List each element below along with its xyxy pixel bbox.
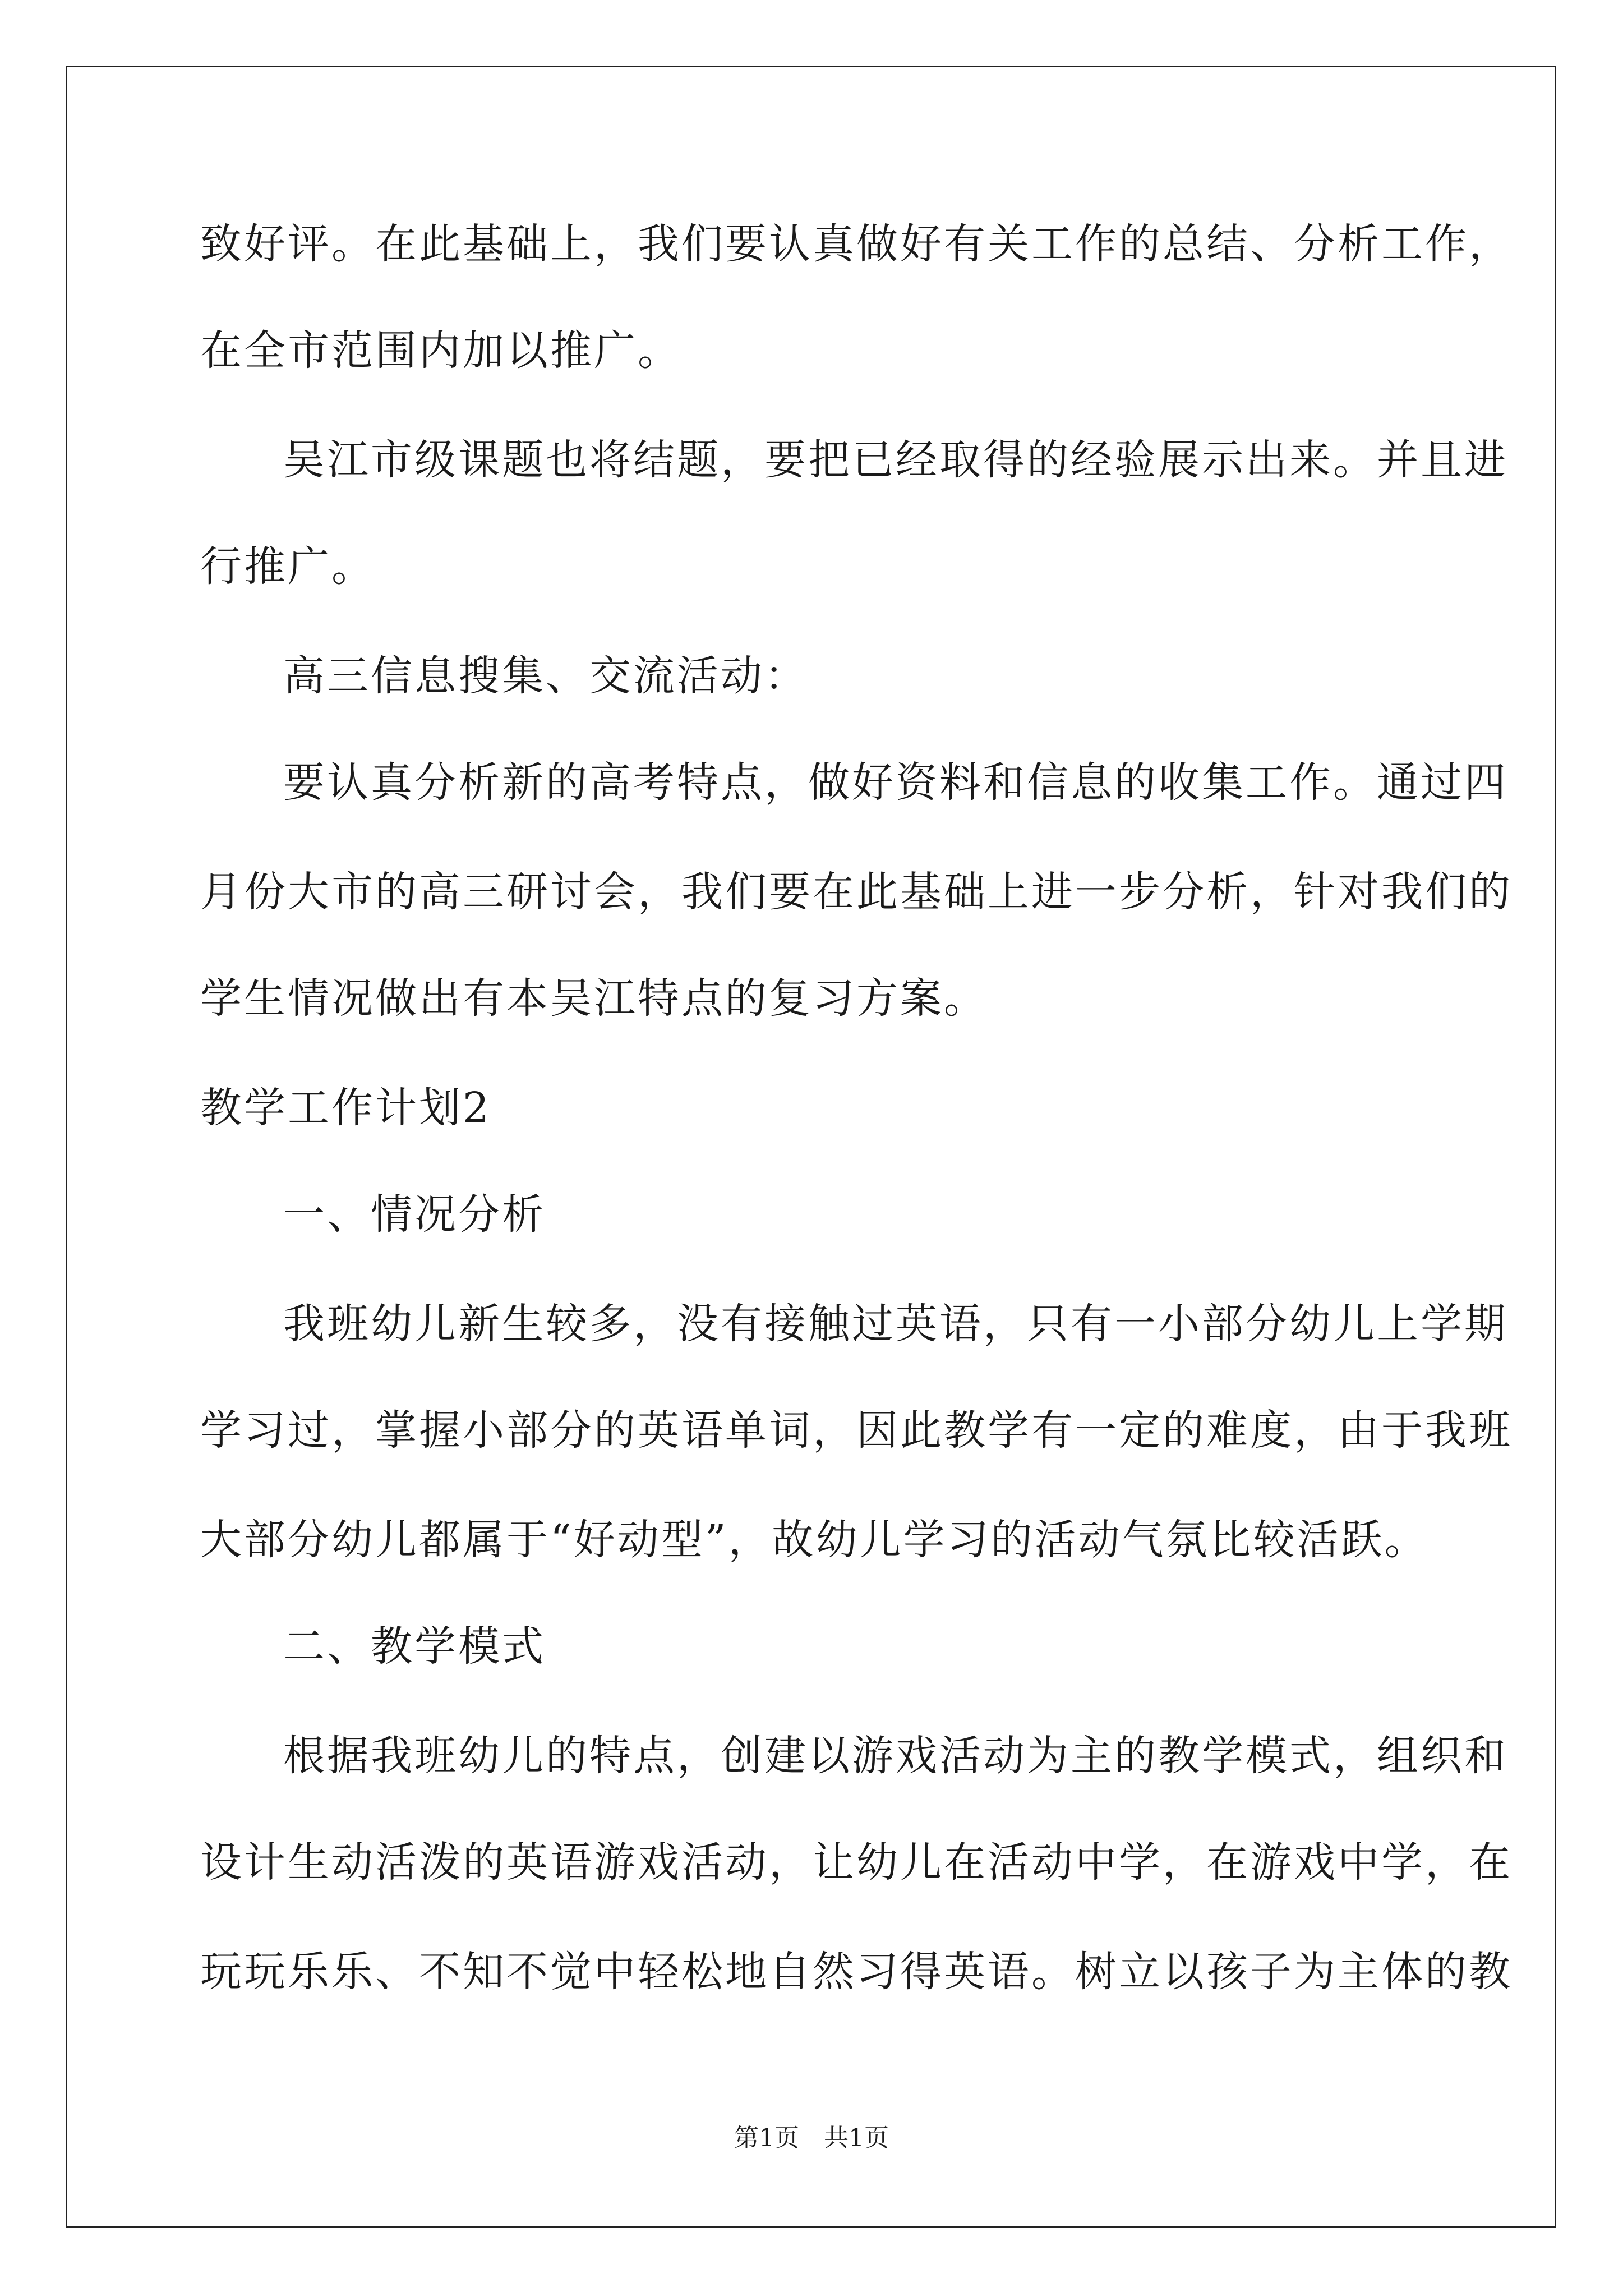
section-heading: 高三信息搜集、交流活动： <box>283 652 808 700</box>
section-heading: 一、情况分析 <box>283 1190 546 1239</box>
document-title: 教学工作计划2 <box>200 1084 492 1132</box>
text-line: 学生情况做出有本吴江特点的复习方案。 <box>200 974 988 1023</box>
text-line: 根据我班幼儿的特点，创建以游戏活动为主的教学模式，组织和 <box>283 1732 1508 1780</box>
text-line: 设计生动活泼的英语游戏活动，让幼儿在活动中学，在游戏中学，在 <box>200 1838 1513 1887</box>
text-line: 吴江市级课题也将结题，要把已经取得的经验展示出来。并且进 <box>283 436 1508 484</box>
page-number: 第1页 共1页 <box>734 2124 889 2152</box>
text-line: 行推广。 <box>200 542 375 591</box>
text-line: 要认真分析新的高考特点，做好资料和信息的收集工作。通过四 <box>283 758 1508 807</box>
text-line: 大部分幼儿都属于“好动型”，故幼儿学习的活动气氛比较活跃。 <box>200 1516 1428 1564</box>
text-line: 我班幼儿新生较多，没有接触过英语，只有一小部分幼儿上学期 <box>283 1300 1508 1348</box>
text-line: 致好评。在此基础上，我们要认真做好有关工作的总结、分析工作， <box>200 220 1513 268</box>
section-heading: 二、教学模式 <box>283 1622 546 1671</box>
page-border <box>66 66 1556 2228</box>
text-line: 在全市范围内加以推广。 <box>200 326 681 375</box>
text-line: 月份大市的高三研讨会，我们要在此基础上进一步分析，针对我们的 <box>200 868 1513 916</box>
text-line: 学习过，掌握小部分的英语单词，因此教学有一定的难度，由于我班 <box>200 1406 1513 1455</box>
text-line: 玩玩乐乐、不知不觉中轻松地自然习得英语。树立以孩子为主体的教 <box>200 1948 1513 1996</box>
